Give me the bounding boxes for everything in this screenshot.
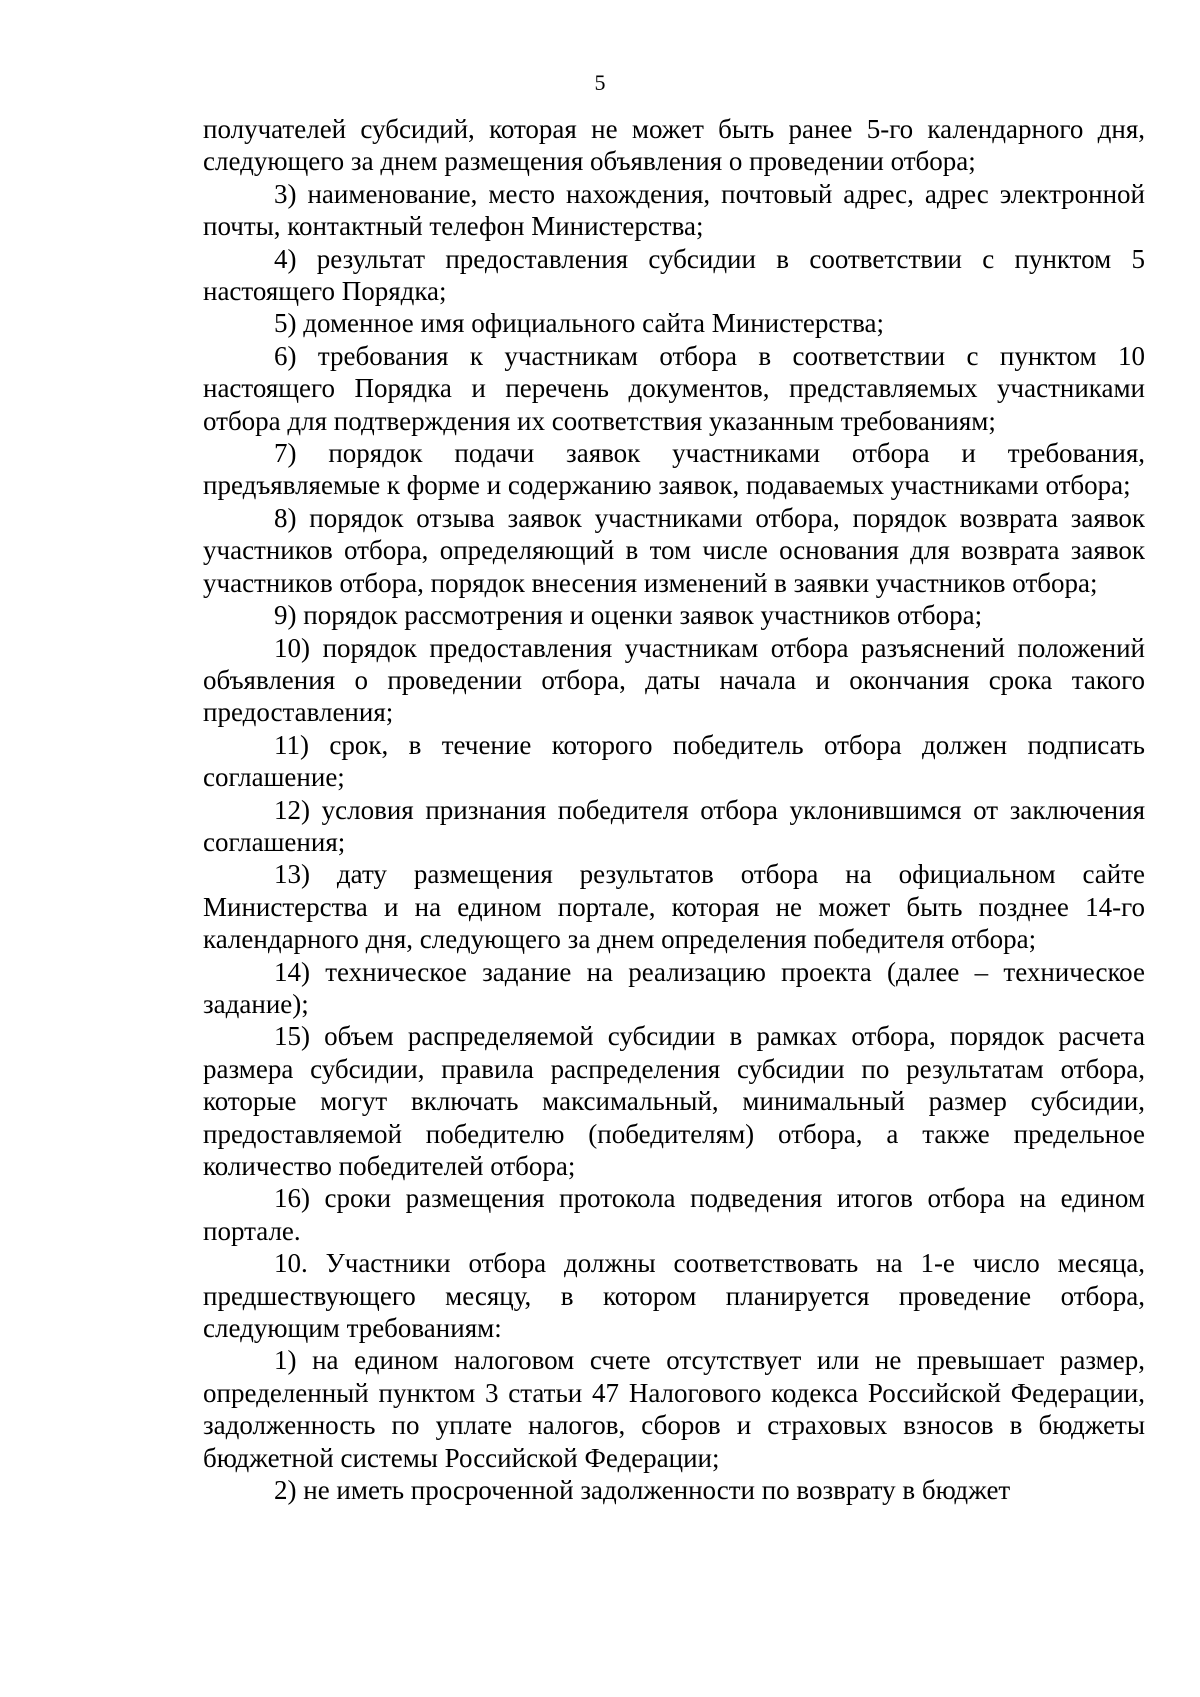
paragraph: 9) порядок рассмотрения и оценки заявок участников отбора; — [274, 600, 983, 631]
paragraph: 6) требования к участникам отбора в соответствии с пунктом 10 настоящего Порядка и перечень документов, представляемых участниками отбора для подтверждения их соответствия указанным требованиям; — [203, 340, 1145, 436]
paragraph: 7) порядок подачи заявок участниками отбора и требования, предъявляемые к форме и содержанию заявок, подаваемых участниками отбора; — [203, 438, 1145, 501]
paragraph: 10. Участники отбора должны соответствовать на 1-е число месяца, предшествующего месяцу, в котором планируется проведение отбора, следующим требованиям: — [203, 1248, 1145, 1344]
paragraph: 11) срок, в течение которого победитель отбора должен подписать соглашение; — [203, 729, 1145, 793]
paragraph: 4) результат предоставления субсидии в соответствии с пунктом 5 настоящего Порядка; — [203, 243, 1145, 307]
paragraph: 16) сроки размещения протокола подведения итогов отбора на едином портале. — [203, 1183, 1145, 1246]
paragraph: 8) порядок отзыва заявок участниками отбора, порядок возврата заявок участников отбора, определяющий в том числе основания для возврата заявок участников отбора, порядок внесения изменений в заявки участников отбора; — [203, 502, 1145, 598]
paragraph: получателей субсидий, которая не может быть ранее 5-го календарного дня, следующего за днем размещения объявления о проведении отбора; — [203, 114, 1145, 177]
paragraph: 5) доменное имя официального сайта Министерства; — [274, 308, 885, 339]
paragraph: 12) условия признания победителя отбора уклонившимся от заключения соглашения; — [203, 794, 1145, 857]
paragraph: 15) объем распределяемой субсидии в рамках отбора, порядок расчета размера субсидии, правила распределения субсидии по результатам отбора, которые могут включать максимальный, минимальный размер субсидии, предоставляемой победителю (победителям) отбора, а также предельное количество победителей отбора; — [203, 1021, 1145, 1181]
page-number: 5 — [594, 70, 606, 95]
paragraph: 10) порядок предоставления участникам отбора разъяснений положений объявления о проведении отбора, даты начала и окончания срока такого предоставления; — [203, 632, 1145, 728]
paragraph: 14) техническое задание на реализацию проекта (далее – техническое задание); — [203, 956, 1145, 1019]
document-body — [203, 113, 1145, 1506]
paragraph: 3) наименование, место нахождения, почтовый адрес, адрес электронной почты, контактный телефон Министерства; — [203, 178, 1145, 242]
paragraph: 1) на едином налоговом счете отсутствует или не превышает размер, определенный пунктом 3 статьи 47 Налогового кодекса Российской Федерации, задолженность по уплате налогов, сборов и страховых взносов в бюджеты бюджетной системы Российской Федерации; — [203, 1345, 1145, 1473]
paragraph: 13) дату размещения результатов отбора на официальном сайте Министерства и на едином портале, которая не может быть позднее 14-го календарного дня, следующего за днем определения победителя отбора; — [203, 859, 1145, 955]
paragraph: 2) не иметь просроченной задолженности по возврату в бюджет — [274, 1475, 1011, 1506]
